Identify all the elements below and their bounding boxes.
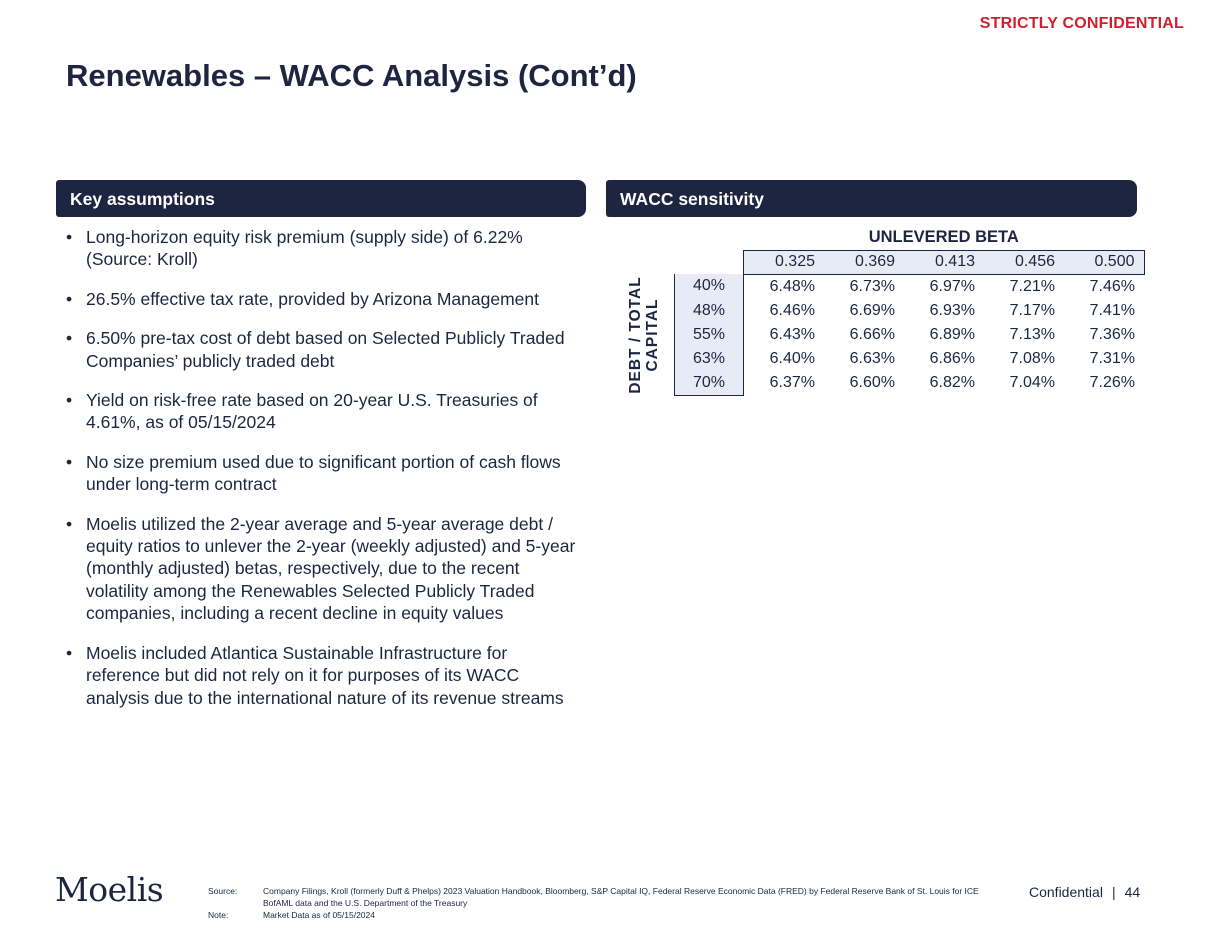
beta-header-cell: 0.500 (1064, 250, 1144, 274)
list-item: • No size premium used due to significant portion of cash flows under long-term contract (66, 451, 561, 495)
key-assumptions-list (66, 226, 581, 726)
beta-header-cell: 0.456 (984, 250, 1064, 274)
debt-ratio-cell: 70% (675, 371, 744, 396)
unlevered-beta-label: UNLEVERED BETA (868, 228, 1019, 247)
list-item: • Moelis utilized the 2-year average and 5-year average debt / equity ratios to unlever the 2-year (weekly adjusted) and 5-year (monthly adjusted) betas, respectively, due to the recent volatility among the Renewables Selected Publicly Traded companies, including a recent decline in equity values (66, 513, 576, 624)
wacc-value-cell: 6.89% (929, 325, 975, 343)
wacc-value-cell: 6.37% (769, 373, 815, 391)
bullet-icon: • (66, 642, 73, 663)
wacc-value-cell: 6.66% (849, 325, 895, 343)
debt-axis-cell (613, 274, 675, 395)
debt-ratio-cell: 48% (675, 299, 744, 323)
wacc-value-cell: 7.26% (1089, 373, 1135, 391)
wacc-value-cell: 6.46% (769, 301, 815, 319)
page-title: Renewables – WACC Analysis (Cont’d) (66, 58, 637, 93)
source-label: Source: (208, 886, 238, 896)
table-row (613, 347, 1144, 371)
wacc-value-cell: 7.36% (1089, 325, 1135, 343)
wacc-value-cell: 6.86% (929, 349, 975, 367)
wacc-value-cell: 6.82% (929, 373, 975, 391)
wacc-value-cell: 7.31% (1089, 349, 1135, 367)
wacc-value-cell: 7.46% (1089, 277, 1135, 295)
wacc-value-cell: 6.48% (769, 277, 815, 295)
footnotes (208, 885, 988, 921)
wacc-value-cell: 6.73% (849, 277, 895, 295)
bullet-icon: • (66, 328, 73, 349)
confidential-label: Confidential (1029, 884, 1103, 900)
bullet-icon: • (66, 227, 73, 247)
bullet-icon: • (66, 390, 73, 411)
bullet-icon: • (66, 451, 73, 472)
source-text: Company Filings, Kroll (formerly Duff & Phelps) 2023 Valuation Handbook, Bloomberg, S&P Capital IQ, Federal Reserve Economic Data (FRED) by Federal Reserve Bank of St. Louis for ICE BofAML data and the U.S. Department of the Treasury (263, 886, 979, 908)
confidentiality-banner: STRICTLY CONFIDENTIAL (979, 15, 1184, 32)
key-assumptions-header: Key assumptions (56, 180, 586, 217)
list-item: • 26.5% effective tax rate, provided by Arizona Management (66, 288, 540, 309)
wacc-value-cell: 6.97% (929, 277, 975, 295)
wacc-value-cell: 7.04% (1009, 373, 1055, 391)
wacc-value-cell: 7.17% (1009, 301, 1055, 319)
bullet-icon: • (66, 288, 73, 309)
note-text: Market Data as of 05/15/2024 (263, 910, 375, 920)
table-row (613, 323, 1144, 347)
list-item: • Long-horizon equity risk premium (supply side) of 6.22% (Source: Kroll) (66, 227, 523, 270)
list-item: • 6.50% pre-tax cost of debt based on Selected Publicly Traded Companies’ publicly traded debt (66, 328, 565, 371)
page-number: 44 (1124, 884, 1141, 900)
footer-confidential (1029, 884, 1140, 900)
table-row (613, 274, 1144, 299)
wacc-sensitivity-header: WACC sensitivity (606, 180, 1137, 217)
note-label: Note: (208, 910, 229, 920)
wacc-value-cell: 7.41% (1089, 301, 1135, 319)
wacc-value-cell: 7.21% (1009, 277, 1055, 295)
wacc-value-cell: 6.40% (769, 349, 815, 367)
debt-ratio-cell: 55% (675, 323, 744, 347)
wacc-sensitivity-table (613, 226, 1145, 396)
moelis-logo: Moelis (55, 870, 164, 909)
list-item: • Moelis included Atlantica Sustainable Infrastructure for reference but did not rely on it for purposes of its WACC analysis due to the international nature of its revenue streams (66, 642, 564, 708)
beta-header-cell: 0.413 (904, 250, 984, 274)
list-item: • Yield on risk-free rate based on 20-year U.S. Treasuries of 4.61%, as of 05/15/2024 (66, 390, 538, 433)
beta-axis-row (613, 226, 1144, 250)
debt-ratio-cell: 40% (675, 274, 744, 299)
market-data-note (208, 909, 988, 921)
beta-header-cell: 0.325 (744, 250, 825, 274)
source-note (208, 885, 988, 909)
debt-total-capital-label: DEBT / TOTAL CAPITAL (626, 275, 661, 394)
wacc-value-cell: 6.63% (849, 349, 895, 367)
beta-header-row (613, 250, 1144, 274)
table-row (613, 371, 1144, 396)
debt-ratio-cell: 63% (675, 347, 744, 371)
wacc-value-cell: 7.13% (1009, 325, 1055, 343)
wacc-value-cell: 6.60% (849, 373, 895, 391)
wacc-value-cell: 7.08% (1009, 349, 1055, 367)
bullet-icon: • (66, 513, 73, 534)
wacc-value-cell: 6.93% (929, 301, 975, 319)
wacc-value-cell: 6.69% (849, 301, 895, 319)
beta-header-cell: 0.369 (824, 250, 904, 274)
wacc-value-cell: 6.43% (769, 325, 815, 343)
table-row (613, 299, 1144, 323)
footer-separator: | (1111, 884, 1116, 900)
